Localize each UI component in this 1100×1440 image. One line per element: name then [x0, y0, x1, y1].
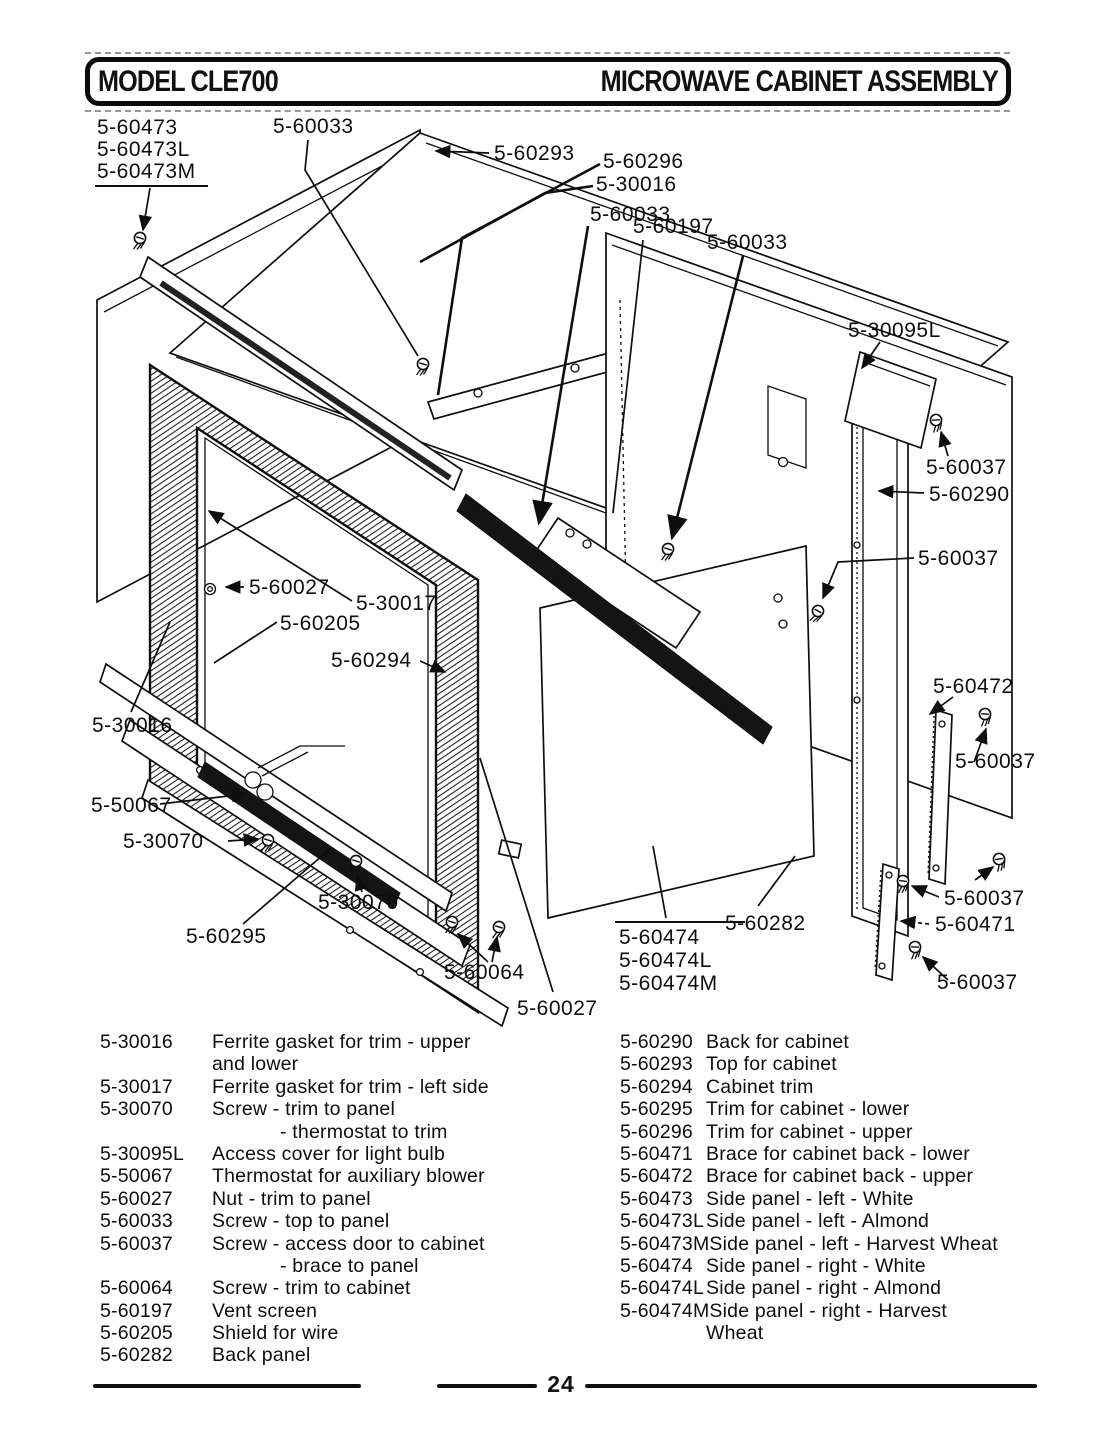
part-number: 5-60037 [100, 1232, 173, 1255]
model-title: MODEL CLE700 [98, 64, 278, 98]
parts-list-row [620, 1300, 1090, 1322]
part-description: Screw - trim to panel [212, 1098, 396, 1121]
parts-list-row [100, 1255, 600, 1277]
footer-rule-left-stub [93, 1384, 361, 1388]
part-number: 5-60290 [620, 1031, 693, 1053]
callout-5-30070-low: 5-30070 [318, 891, 399, 914]
parts-list-row [620, 1053, 1090, 1075]
parts-list-row [620, 1210, 1090, 1232]
part-description: Cabinet trim [706, 1075, 814, 1098]
parts-list-row [620, 1098, 1090, 1120]
part-description: Side panel - left - White [706, 1187, 914, 1210]
parts-list-row [620, 1076, 1090, 1098]
parts-list-row [100, 1300, 600, 1322]
part-description: Trim for cabinet - upper [706, 1120, 913, 1143]
part-number: 5-30017 [100, 1075, 173, 1098]
part-number [620, 1322, 706, 1344]
callout-5-60027-mid: 5-60027 [249, 576, 330, 599]
callout-5-30095L: 5-30095L [848, 319, 941, 342]
parts-list-row [620, 1188, 1090, 1210]
callout-5-60037-back: 5-60037 [918, 547, 999, 570]
parts-list-row [620, 1143, 1090, 1165]
callout-5-60282: 5-60282 [725, 912, 806, 935]
parts-list-right-column [620, 1031, 1090, 1344]
part-number: 5-60473M [620, 1232, 710, 1255]
part-description: Ferrite gasket for trim - left side [212, 1075, 489, 1098]
callout-5-60290: 5-60290 [929, 483, 1010, 506]
parts-list-row [100, 1344, 600, 1366]
callout-5-60474L: 5-60474L [619, 949, 712, 972]
page-number: 24 [547, 1371, 575, 1397]
part-description: Top for cabinet [706, 1053, 837, 1076]
callout-5-60033-right: 5-60033 [707, 231, 788, 254]
callout-5-60473L: 5-60473L [97, 138, 190, 161]
part-description: - thermostat to trim [280, 1120, 448, 1143]
part-number: 5-60293 [620, 1053, 693, 1076]
part-description: Nut - trim to panel [212, 1187, 371, 1210]
part-description: Thermostat for auxiliary blower [212, 1165, 485, 1188]
callout-5-60205: 5-60205 [280, 612, 361, 635]
section-title: MICROWAVE CABINET ASSEMBLY [600, 64, 998, 98]
callout-5-60473: 5-60473 [97, 116, 178, 139]
parts-list-left-column [100, 1031, 600, 1367]
part-number: 5-60471 [620, 1142, 693, 1165]
part-number: 5-30016 [100, 1031, 173, 1053]
callout-5-60064: 5-60064 [444, 961, 525, 984]
callout-5-60293: 5-60293 [494, 142, 575, 165]
part-number: 5-60473L [620, 1210, 705, 1233]
part-description: Screw - trim to cabinet [212, 1277, 411, 1300]
callout-5-60027-low: 5-60027 [517, 997, 598, 1020]
part-description: - brace to panel [280, 1254, 419, 1277]
parts-list-row [100, 1210, 600, 1232]
callout-5-60474: 5-60474 [619, 926, 700, 949]
part-number: 5-60294 [620, 1075, 693, 1098]
parts-list-row [620, 1233, 1090, 1255]
footer-rule-right [585, 1384, 1037, 1388]
nut-icon [205, 584, 216, 595]
callout-5-60472: 5-60472 [933, 675, 1014, 698]
part-number: 5-60197 [100, 1299, 173, 1322]
part-description: Screw - access door to cabinet [212, 1232, 485, 1255]
part-number: 5-60027 [100, 1187, 173, 1210]
part-description: Side panel - left - Harvest Wheat [709, 1232, 998, 1255]
part-number: 5-30070 [100, 1098, 173, 1121]
part-number: 5-60472 [620, 1165, 693, 1188]
part-number: 5-60474L [620, 1277, 705, 1300]
callout-5-60474M: 5-60474M [619, 972, 718, 995]
callout-5-60033-top: 5-60033 [273, 115, 354, 138]
part-description: Vent screen [212, 1299, 318, 1322]
parts-list-row [620, 1277, 1090, 1299]
part-number: 5-50067 [100, 1165, 173, 1188]
parts-list-row [100, 1143, 600, 1165]
callout-5-60294: 5-60294 [331, 649, 412, 672]
part-description: and lower [212, 1053, 299, 1076]
part-number: 5-60064 [100, 1277, 173, 1300]
callout-5-60296: 5-60296 [603, 150, 684, 173]
parts-list-row [100, 1076, 600, 1098]
access-opening [768, 386, 806, 468]
part-number: 5-30095L [100, 1142, 185, 1165]
callout-5-30016-top: 5-30016 [596, 173, 677, 196]
parts-list-row [100, 1165, 600, 1187]
callout-5-60037-upbr: 5-60037 [955, 750, 1036, 773]
parts-list-row [100, 1277, 600, 1299]
callout-5-30017: 5-30017 [356, 592, 437, 615]
part-number [100, 1053, 212, 1075]
part-description: Back for cabinet [706, 1031, 850, 1053]
part-number [100, 1255, 212, 1277]
cabinet-back-frame-shape [852, 390, 908, 936]
parts-list-row [100, 1098, 600, 1120]
part-number: 5-60473 [620, 1187, 693, 1210]
callout-5-30016-low: 5-30016 [92, 714, 173, 737]
parts-list-row [620, 1322, 1090, 1344]
part-description: Wheat [706, 1322, 764, 1345]
part-description: Access cover for light bulb [212, 1142, 446, 1165]
callout-5-50067: 5-50067 [91, 794, 172, 817]
part-number: 5-60296 [620, 1120, 693, 1143]
part-description: Ferrite gasket for trim - upper [212, 1031, 471, 1053]
parts-list-row [620, 1031, 1090, 1053]
part-description: Side panel - right - White [706, 1254, 926, 1277]
callout-5-60033-mid: 5-60033 [590, 203, 671, 226]
part-number: 5-60282 [100, 1344, 173, 1367]
part-number: 5-60033 [100, 1210, 173, 1233]
part-number: 5-60205 [100, 1322, 173, 1345]
part-description: Brace for cabinet back - lower [706, 1142, 970, 1165]
part-number: 5-60474 [620, 1254, 693, 1277]
callout-5-60197: 5-60197 [633, 215, 714, 238]
part-description: Shield for wire [212, 1322, 339, 1345]
part-description: Brace for cabinet back - upper [706, 1165, 974, 1188]
parts-list-row [100, 1031, 600, 1053]
parts-list-row [100, 1188, 600, 1210]
parts-list-row [100, 1322, 600, 1344]
parts-list-row [620, 1255, 1090, 1277]
parts-list-row [100, 1121, 600, 1143]
footer-rule-left [437, 1384, 537, 1388]
callout-5-60295: 5-60295 [186, 925, 267, 948]
callout-5-60037-cover: 5-60037 [926, 456, 1007, 479]
parts-list-row [100, 1053, 600, 1075]
callout-5-60471: 5-60471 [935, 913, 1016, 936]
callout-5-60037-low: 5-60037 [937, 971, 1018, 994]
part-number: 5-60474M [620, 1299, 710, 1322]
part-number [100, 1121, 212, 1143]
part-number: 5-60295 [620, 1098, 693, 1121]
part-description: Side panel - left - Almond [706, 1210, 930, 1233]
callout-5-60473M: 5-60473M [97, 160, 196, 183]
part-description: Screw - top to panel [212, 1210, 390, 1233]
parts-list-row [620, 1165, 1090, 1187]
part-description: Trim for cabinet - lower [706, 1098, 910, 1121]
callout-5-30070-left: 5-30070 [123, 830, 204, 853]
parts-list-row [620, 1121, 1090, 1143]
part-description: Side panel - right - Almond [706, 1277, 942, 1300]
part-description: Back panel [212, 1344, 311, 1367]
part-description: Side panel - right - Harvest [709, 1299, 947, 1322]
callout-5-60037-brace: 5-60037 [944, 887, 1025, 910]
parts-list-row [100, 1233, 600, 1255]
